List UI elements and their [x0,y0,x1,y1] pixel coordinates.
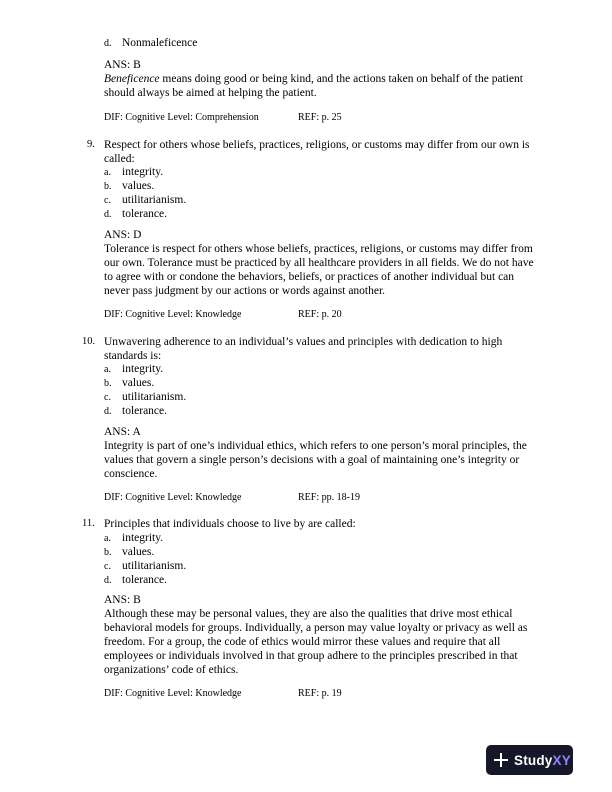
answer-label: ANS: D [104,229,142,241]
ref-label: REF: pp. 18-19 [298,492,360,503]
option-letter: a. [104,533,111,544]
option-text: tolerance. [122,405,168,417]
rationale-text: means doing good or being kind, and the actions taken on behalf of the patient [159,73,523,85]
dif-label: DIF: Cognitive Level: Knowledge [104,309,242,320]
question-number: 9. [87,139,95,150]
answer-label: ANS: B [104,59,141,71]
rationale-line: freedom. For a group, the code of ethics would mirror these values and require that all [104,636,501,648]
option-text: utilitarianism. [122,391,187,403]
option-letter: b. [104,547,112,558]
brand-name-accent: XY [552,752,571,768]
question-stem: Respect for others whose beliefs, practices, religions, or customs may differ from our own is [104,139,530,151]
rationale-line: behavioral models for groups. Individually, a person may value loyalty or privacy as well as [104,622,528,634]
answer-label: ANS: B [104,594,141,606]
studyxy-logo[interactable] [486,745,573,775]
option-letter: d. [104,209,112,220]
rationale-line: values that govern a single person’s decisions with a goal of maintaining one’s integrity or [104,454,520,466]
option-text: values. [122,377,155,389]
rationale-line: Integrity is part of one’s individual ethics, which refers to one person’s moral principles, the [104,440,527,452]
question-stem: standards is: [104,350,162,362]
option-text: tolerance. [122,208,168,220]
question-number: 11. [82,518,95,529]
option-letter: a. [104,167,111,178]
option-letter: c. [104,392,111,403]
plus-icon [494,753,508,767]
option-text: integrity. [122,363,164,375]
option-letter: b. [104,378,112,389]
rationale-emphasis: Beneficence [104,73,160,85]
question-number: 10. [82,336,96,347]
dif-label: DIF: Cognitive Level: Knowledge [104,492,242,503]
option-letter: d. [104,38,112,49]
question-stem: Principles that individuals choose to live by are called: [104,518,356,530]
answer-label: ANS: A [104,426,141,438]
option-text: tolerance. [122,574,168,586]
rationale-line: our own. Tolerance must be practiced by all healthcare providers in all fields. We do not have [104,257,534,269]
ref-label: REF: p. 19 [298,688,342,699]
rationale-line: Tolerance is respect for others whose beliefs, practices, religions, or customs may differ from [104,243,533,255]
rationale-line: should always be aimed at helping the patient. [104,87,317,99]
brand-name [514,753,571,768]
option-text: values. [122,180,155,192]
brand-name-part: Study [514,752,553,768]
question-stem: called: [104,153,135,165]
option-letter: c. [104,195,111,206]
rationale-line: to agree with or condone the behaviors, beliefs, or practices of another individual but can [104,271,515,283]
option-text: integrity. [122,166,164,178]
option-letter: d. [104,406,112,417]
rationale-line: Although these may be personal values, they are also the qualities that drive most ethical [104,608,513,620]
rationale-line: employees or individuals involved in that group adhere to the principles prescribed in that [104,650,518,662]
rationale-line [104,72,523,86]
option-letter: c. [104,561,111,572]
rationale-line: conscience. [104,468,158,480]
ref-label: REF: p. 25 [298,112,342,123]
option-letter: b. [104,181,112,192]
option-letter: d. [104,575,112,586]
question-stem: Unwavering adherence to an individual’s values and principles with dedication to high [104,336,503,348]
dif-label: DIF: Cognitive Level: Knowledge [104,688,242,699]
rationale-line: organizations’ code of ethics. [104,664,239,676]
ref-label: REF: p. 20 [298,309,342,320]
dif-label: DIF: Cognitive Level: Comprehension [104,112,259,123]
option-text: Nonmaleficence [122,37,198,49]
option-text: values. [122,546,155,558]
rationale-line: never pass judgment by our actions or words against another. [104,285,386,297]
option-text: utilitarianism. [122,560,187,572]
option-letter: a. [104,364,111,375]
option-text: utilitarianism. [122,194,187,206]
option-text: integrity. [122,532,164,544]
